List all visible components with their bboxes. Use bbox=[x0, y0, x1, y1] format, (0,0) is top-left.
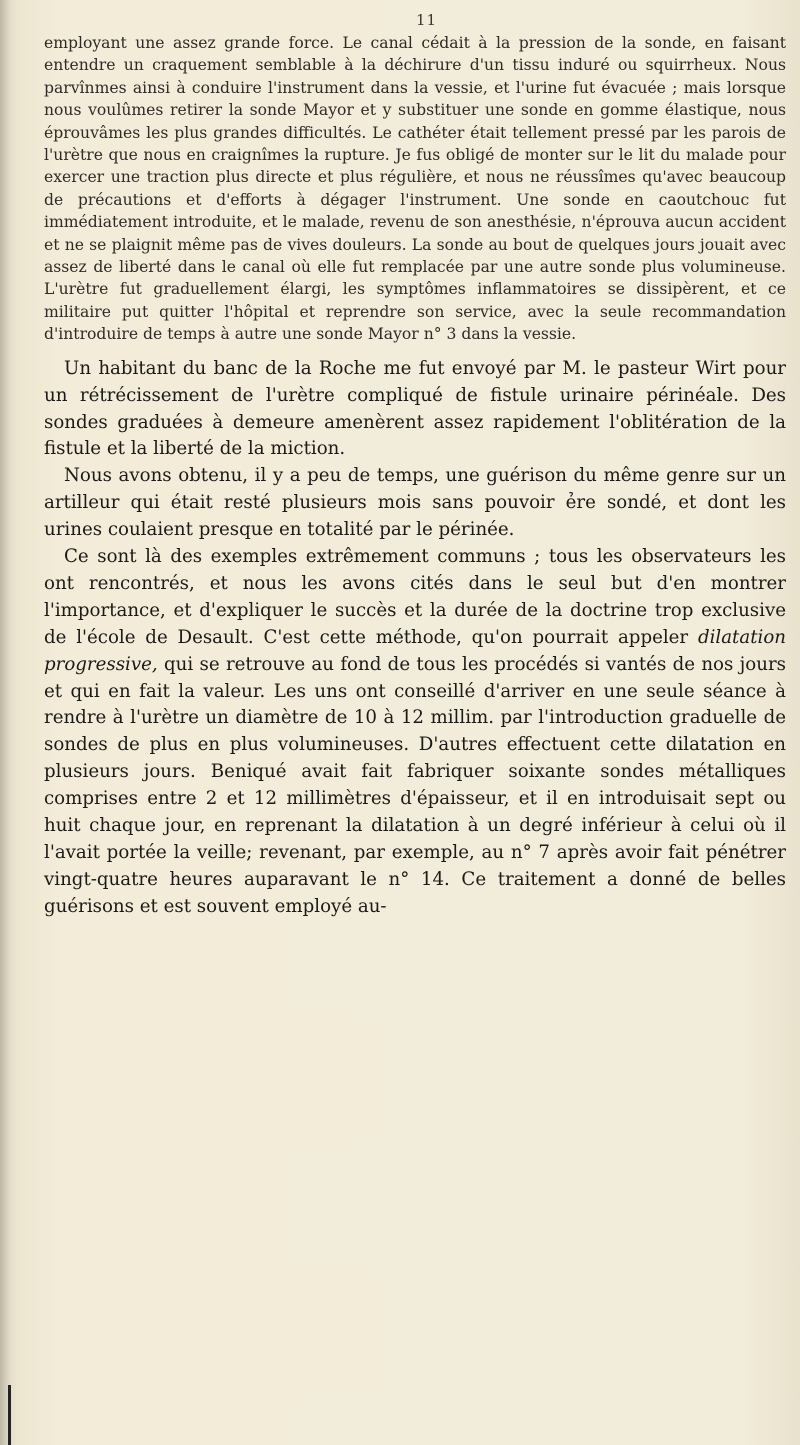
paragraph-dilatation bbox=[44, 544, 786, 921]
page-number: 11 bbox=[416, 11, 438, 29]
paragraph-banc-de-la-roche: Un habitant du banc de la Roche me fut envoyé par M. le pasteur Wirt pour un rétrécissement de l'urètre compliqué de fistule urinaire périnéale. Des sondes graduées à demeure amenèrent assez rapidement l'oblitération de la fistule et la liberté de la miction. bbox=[44, 357, 786, 460]
binding-mark bbox=[8, 1385, 11, 1445]
italic-term: dilatation progressive, bbox=[44, 626, 786, 675]
dilatation-intro: Ce sont là des exemples extrêmement communs ; tous les observateurs les ont rencontrés, et nous les avons cités dans le seul but d'en montrer l'importance, et d'expliquer le succès et la durée de la doctrine trop exclusive de l'école de Desault. C'est cette méthode, qu'on pourrait appeler bbox=[44, 546, 786, 648]
dilatation-rest: qui se retrouve au fond de tous les procédés si vantés de nos jours et qui en fait la valeur. Les uns ont conseillé d'arriver en une seule séance à rendre à l'urètre un diamètre de 10 à 12 millim. par l'introduction graduelle de sondes de plus en plus volumineuses. D'autres effectuent cette dilatation en plusieurs jours. Beniqué avait fait fabriquer soixante sondes métalliques comprises entre 2 et 12 millimètres d'épaisseur, et il en introduisait sept ou huit chaque jour, en reprenant la dilatation à un degré inférieur à celui où il l'avait portée la veille; revenant, par exemple, au n° 7 après avoir fait pénétrer vingt-quatre heures auparavant le n° 14. Ce traitement a donné de belles guérisons et est souvent employé au- bbox=[44, 653, 786, 917]
body-text bbox=[44, 32, 786, 921]
page-binding-edge bbox=[0, 0, 10, 1445]
paragraph-case-continued: employant une assez grande force. Le canal cédait à la pression de la sonde, en faisant entendre un craquement semblable à la déchirure d'un tissu induré ou squirrheux. Nous parvînmes ainsi à conduire l'instrument dans la vessie, et l'urine fut évacuée ; mais lorsque nous voulûmes retirer la sonde Mayor et y substituer une sonde en gomme élastique, nous éprouvâmes les plus grandes difficultés. Le cathéter était tellement pressé par les parois de l'urètre que nous en craignîmes la rupture. Je fus obligé de monter sur le lit du malade pour exercer une traction plus directe et plus régulière, et nous ne réussîmes qu'avec beaucoup de précautions et d'efforts à dégager l'instrument. Une sonde en caoutchouc fut immédiatement introduite, et le malade, revenu de son anesthésie, n'éprouva aucun accident et ne se plaignit même pas de vives douleurs. La sonde au bout de quelques jours jouait avec assez de liberté dans le canal où elle fut remplacée par une autre sonde plus volumineuse. L'urètre fut graduellement élargi, les symptômes inflammatoires se dissipèrent, et ce militaire put quitter l'hôpital et reprendre son service, avec la seule recommandation d'introduire de temps à autre une sonde Mayor n° 3 dans la vessie. bbox=[44, 34, 786, 344]
paragraph-artilleur: Nous avons obtenu, il y a peu de temps, une guérison du même genre sur un artilleur qui était resté plusieurs mois sans pouvoir ẻre sondé, et dont les urines coulaient presque en totalité par le périnée. bbox=[44, 465, 786, 541]
